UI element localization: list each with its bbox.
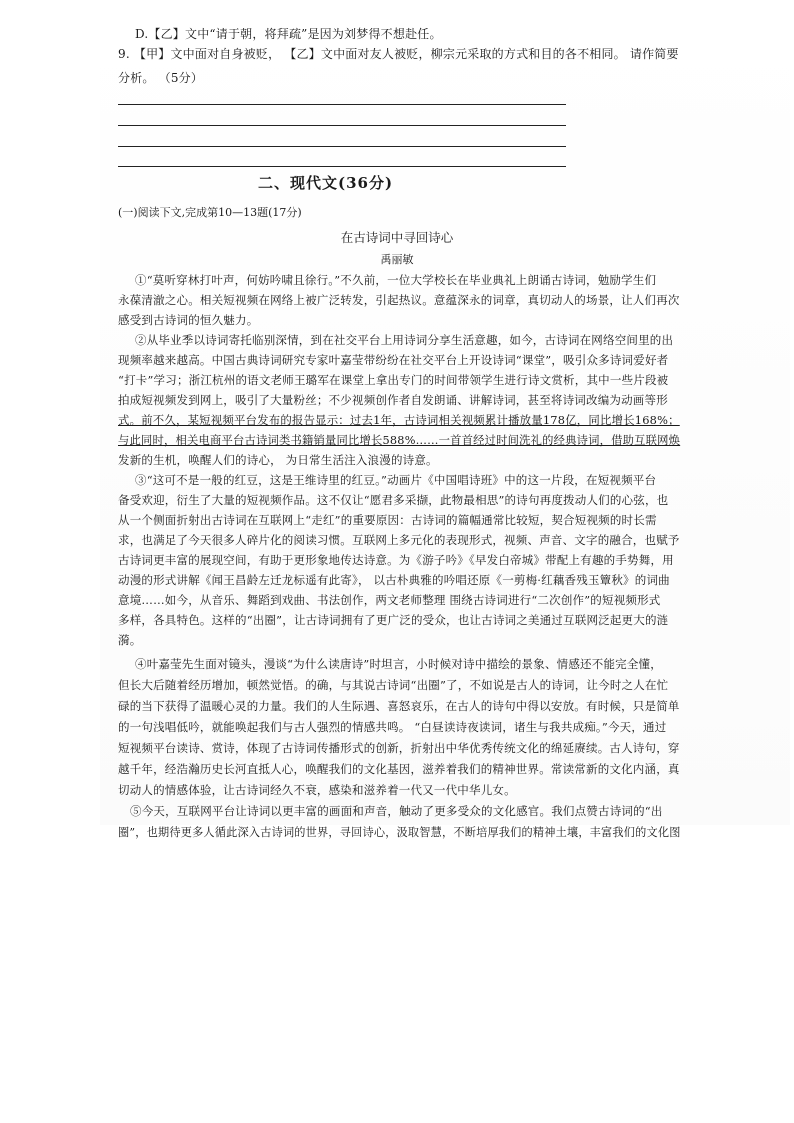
article-line: 越千年，经浩瀚历史长河直抵人心，唤醒我们的文化基因，滋养着我们的精神世界。常读常新的文化内涵，真 <box>118 762 680 776</box>
article-author: 禹丽敏 <box>380 253 414 266</box>
article-line: ②从毕业季以诗词寄托临别深情，到在社交平台上用诗词分享生活意趣，如今，古诗词在网络空间里的出 <box>135 333 674 347</box>
reading-instruction: (一)阅读下文,完成第10—13题(17分) <box>118 206 302 219</box>
article-line: 拍成短视频发到网上，吸引了大量粉丝；不少视频创作者自发朗诵、讲解诗词，甚至将诗词改编为动画等形 <box>118 393 668 407</box>
answer-line-1[interactable] <box>118 104 566 105</box>
article-line: 意境……如今，从音乐、舞蹈到戏曲、书法创作，两文老师整理 围绕古诗词进行“二次创作”的短视频形式 <box>118 593 661 607</box>
article-line: 圈”，也期待更多人循此深入古诗词的世界，寻回诗心，汲取智慧，不断培厚我们的精神土壤，丰富我们的文化图 <box>118 825 681 839</box>
article-line: ③“这可不是一般的红豆，这是王维诗里的红豆。”动画片《中国唱诗班》中的这一片段，在短视频平台 <box>135 473 657 487</box>
article-line: 切动人的情感体验，让古诗词经久不衰，感染和滋养着一代又一代中华儿女。 <box>118 783 516 797</box>
article-line: 但长大后随着经历增加，顿然觉悟。的确，与其说古诗词“出圈”了，不如说是古人的诗词，让今时之人在忙 <box>118 678 669 692</box>
article-line: 永葆清澈之心。相关短视频在网络上被广泛转发，引起热议。意蕴深永的词章，真切动人的场景，让人们再次 <box>118 293 680 307</box>
article-line: 求，也满足了今天很多人碎片化的阅读习惯。互联网上多元化的表现形式，视频、声音、文字的融合，也赋予 <box>118 533 680 547</box>
section-heading: 二、现代文(36分) <box>258 174 394 192</box>
article-title: 在古诗词中寻回诗心 <box>340 230 454 245</box>
question-9-text-line-1: 9. 【甲】文中面对自身被贬， 【乙】文中面对友人被贬，柳宗元采取的方式和目的各不相同。 请作简要 <box>118 47 679 61</box>
question-8-option-d: D.【乙】文中“请于朝，将拜疏”是因为刘梦得不想赴任。 <box>135 27 442 41</box>
article-line: ④叶嘉莹先生面对镜头，漫谈“为什么读唐诗”时坦言，小时候对诗中描绘的景象、情感还不能完全懂， <box>135 657 662 671</box>
article-line: 现频率越来越高。中国古典诗词研究专家叶嘉莹带纷纷在社交平台上开设诗词“课堂”，吸引众多诗词爱好者 <box>118 353 669 367</box>
article-line: 备受欢迎，衍生了大量的短视频作品。这不仅让“愿君多采撷，此物最相思”的诗句再度拨动人们的心弦，也 <box>118 493 669 507</box>
answer-line-4[interactable] <box>118 166 566 167</box>
question-9-text-line-2: 分析。 （5分） <box>118 71 204 85</box>
answer-line-2[interactable] <box>118 125 566 126</box>
article-line: 古诗词更丰富的展现空间，有助于更形象地传达诗意。为《游子吟》《早发白帝城》带配上有趣的手势舞，用 <box>118 553 674 567</box>
article-line: 多样，各具特色。这样的“出圈”，让古诗词拥有了更广泛的受众，也让古诗词之美通过互联网泛起更大的涟 <box>118 613 669 627</box>
article-line-underlined: 式。前不久，某短视频平台发布的报告显示：过去1年，古诗词相关视频累计播放量178亿，同比增长168%； <box>118 413 680 427</box>
article-line: 漪。 <box>118 633 142 647</box>
article-line: 动漫的形式讲解《闻王昌龄左迁龙标遥有此寄》， 以古朴典雅的吟唱还原《一剪梅·红藕香残玉簟秋》的词曲 <box>118 573 670 587</box>
article-line: 的一句浅唱低吟，就能唤起我们与古人强烈的情感共鸣。 “白昼读诗夜读词，诸生与我共成痴。”今天，通过 <box>118 720 667 734</box>
article-line: ①“莫听穿林打叶声，何妨吟啸且徐行。”不久前，一位大学校长在毕业典礼上朗诵古诗词，勉励学生们 <box>135 273 657 287</box>
article-line: 短视频平台读诗、赏诗，体现了古诗词传播形式的创新，折射出中华优秀传统文化的绵延赓续。古人诗句，穿 <box>118 741 680 755</box>
article-line: 感受到古诗词的恒久魅力。 <box>118 313 259 327</box>
answer-line-3[interactable] <box>118 146 566 147</box>
article-line: ⑤今天，互联网平台让诗词以更丰富的画面和声音，触动了更多受众的文化感官。我们点赞古诗词的“出 <box>130 804 663 818</box>
article-line: 碌的当下获得了温暖心灵的力量。我们的人生际遇、喜怒哀乐，在古人的诗句中得以安放。有时候，只是简单 <box>118 699 680 713</box>
article-line: “打卡”学习；浙江杭州的语文老师王璐军在课堂上拿出专门的时间带领学生进行诗文赏析，其中一些片段被 <box>118 373 669 387</box>
article-line: 发新的生机，唤醒人们的诗心， 为日常生活注入浪漫的诗意。 <box>118 453 438 467</box>
article-line-underlined: 与此同时，相关电商平台古诗词类书籍销量同比增长588%……一首首经过时间洗礼的经典诗词，借助互联网焕 <box>118 433 681 447</box>
article-line: 从一个侧面折射出古诗词在互联网上“走红”的重要原因：古诗词的篇幅通常比较短，契合短视频的时长需 <box>118 513 657 527</box>
